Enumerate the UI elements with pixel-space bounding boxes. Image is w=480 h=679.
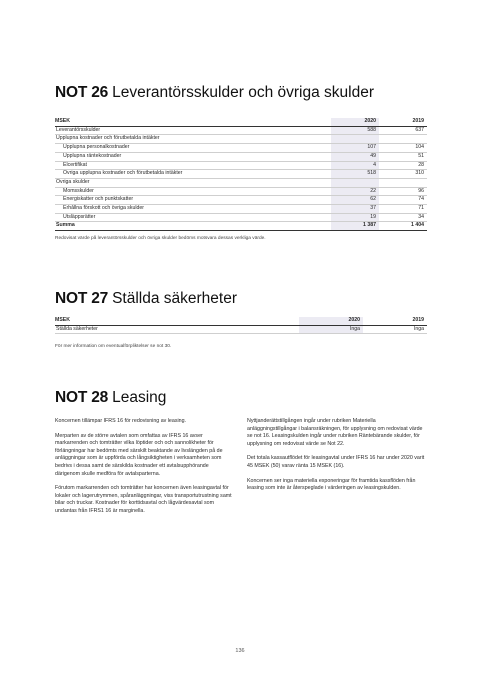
row-label: Erhållna förskott och övriga skulder — [55, 205, 331, 214]
note-27-title: Ställda säkerheter — [112, 290, 238, 307]
table-row — [55, 187, 427, 196]
row-label: Leverantörsskulder — [55, 126, 331, 135]
value-2020 — [331, 135, 379, 144]
row-label: Momsskulder — [55, 187, 331, 196]
note-26-number: NOT 26 — [55, 84, 109, 101]
table-row — [55, 196, 427, 205]
paragraph: Koncernen tillämpar IFRS 16 för redovisning av leasing. — [55, 418, 187, 424]
note-27-footnote: För mer information om eventualförpliktelser se not 30. — [55, 344, 172, 350]
row-label: Elcertifikat — [55, 161, 331, 170]
value-2019: 96 — [379, 187, 427, 196]
column-header-2020: 2020 — [299, 317, 363, 325]
note-27-heading — [55, 290, 427, 308]
value-2020: 37 — [331, 205, 379, 214]
note-26-table-body — [55, 126, 427, 230]
note-26-table — [55, 118, 427, 231]
note-28-number: NOT 28 — [55, 389, 109, 406]
value-2020: 588 — [331, 126, 379, 135]
note-28-title: Leasing — [112, 389, 167, 406]
value-2019: 28 — [379, 161, 427, 170]
note-26-heading — [55, 84, 427, 102]
note-28-section — [55, 389, 427, 407]
value-2019 — [379, 135, 427, 144]
value-2019: 34 — [379, 213, 427, 222]
value-2020: 518 — [331, 170, 379, 179]
row-label: Upplupna personalkostnader — [55, 144, 331, 153]
column-header-2019: 2019 — [379, 118, 427, 126]
note-28-right-column — [247, 418, 427, 500]
note-26-title: Leverantörsskulder och övriga skulder — [112, 84, 374, 101]
note-28-left-column — [55, 418, 235, 523]
paragraph: Det totala kassautflödet för leasingavtal under IFRS 16 har under 2020 varit 45 MSEK (50) varav ränta 15 MSEK (16). — [247, 455, 425, 469]
value-2020: 19 — [331, 213, 379, 222]
row-label: Upplupna räntekostnader — [55, 152, 331, 161]
column-header-msek: MSEK — [55, 118, 331, 126]
row-label: Energiskatter och punktskatter — [55, 196, 331, 205]
value-2019: 74 — [379, 196, 427, 205]
table-row — [55, 152, 427, 161]
value-2020: 62 — [331, 196, 379, 205]
table-row — [55, 126, 427, 135]
value-2019: 637 — [379, 126, 427, 135]
paragraph: Koncernen ser inga materiella exponeringar för framtida kassflöden från leasing som inte är återspeglade i värderingen av leasingskulden. — [247, 477, 416, 492]
row-label: Summa — [55, 222, 331, 231]
note-27-section — [55, 290, 427, 349]
table-row — [55, 178, 427, 187]
column-header-msek: MSEK — [55, 317, 299, 325]
note-26-section — [55, 84, 427, 241]
row-label: Övriga skulder — [55, 178, 331, 187]
row-label: Ställda säkerheter — [55, 325, 299, 334]
note-26-footnote: Redovisat värde på leverantörsskulder och övriga skulder bedöms motsvara dessas verkliga värde. — [55, 236, 266, 242]
value-2020: 49 — [331, 152, 379, 161]
value-2019: 104 — [379, 144, 427, 153]
value-2019: 71 — [379, 205, 427, 214]
paragraph: Nyttjanderättstillgången ingår under rubriken Materiella anläggningstillgångar i balansräkningen, för upplysning om redovisat värde se not 16. Leasingskulden ingår under rubriken Räntebärande skulder, för upplysning om redovisat värde se Not 22. — [247, 418, 423, 447]
value-2020: 107 — [331, 144, 379, 153]
column-header-2019: 2019 — [363, 317, 427, 325]
table-row — [55, 135, 427, 144]
table-row — [55, 170, 427, 179]
value-2019 — [379, 178, 427, 187]
column-header-2020: 2020 — [331, 118, 379, 126]
value-2019: 1 404 — [379, 222, 427, 231]
value-2020: Inga — [299, 325, 363, 334]
table-row — [55, 213, 427, 222]
table-row — [55, 144, 427, 153]
value-2019: Inga — [363, 325, 427, 334]
table-header-row — [55, 118, 427, 126]
value-2020: 1 387 — [331, 222, 379, 231]
table-header-row — [55, 317, 427, 325]
note-27-table — [55, 317, 427, 334]
table-sum-row — [55, 222, 427, 231]
row-label: Upplupna kostnader och förutbetalda intäkter — [55, 135, 331, 144]
page-number: 136 — [235, 648, 245, 654]
table-row — [55, 205, 427, 214]
value-2020: 22 — [331, 187, 379, 196]
paragraph: Förutom markarrenden och tomträtter har koncernen även leasingavtal för lokaler och lagerutrymmen, spåranläggningar, viss transportutrustning samt bilar och truckar. Kostnader för korttidsavtal och lågvärdesavtal som undantas från IFRS1 16 är marginella. — [55, 485, 232, 514]
row-label: Övriga upplupna kostnader och förutbetalda intäkter — [55, 170, 331, 179]
value-2019: 310 — [379, 170, 427, 179]
row-label: Utsläppsrätter — [55, 213, 331, 222]
table-row — [55, 325, 427, 334]
value-2020: 4 — [331, 161, 379, 170]
note-27-number: NOT 27 — [55, 290, 109, 307]
table-row — [55, 161, 427, 170]
paragraph: Merparten av de större avtalen som omfattas av IFRS 16 avser markarrenden och tomträtter vilka löptider och och sannolikheter för förlängningar har bedömts med särskilt beaktande av livslängden på de anläggningar som är uppförda och långsiktigheten i verksamheten som bedrivs i dessa samt de särskilda kostnader ett avtalsupphörande därigenom skulle medföra för avtalsparterna. — [55, 432, 223, 477]
note-28-heading — [55, 389, 427, 407]
value-2019: 51 — [379, 152, 427, 161]
value-2020 — [331, 178, 379, 187]
